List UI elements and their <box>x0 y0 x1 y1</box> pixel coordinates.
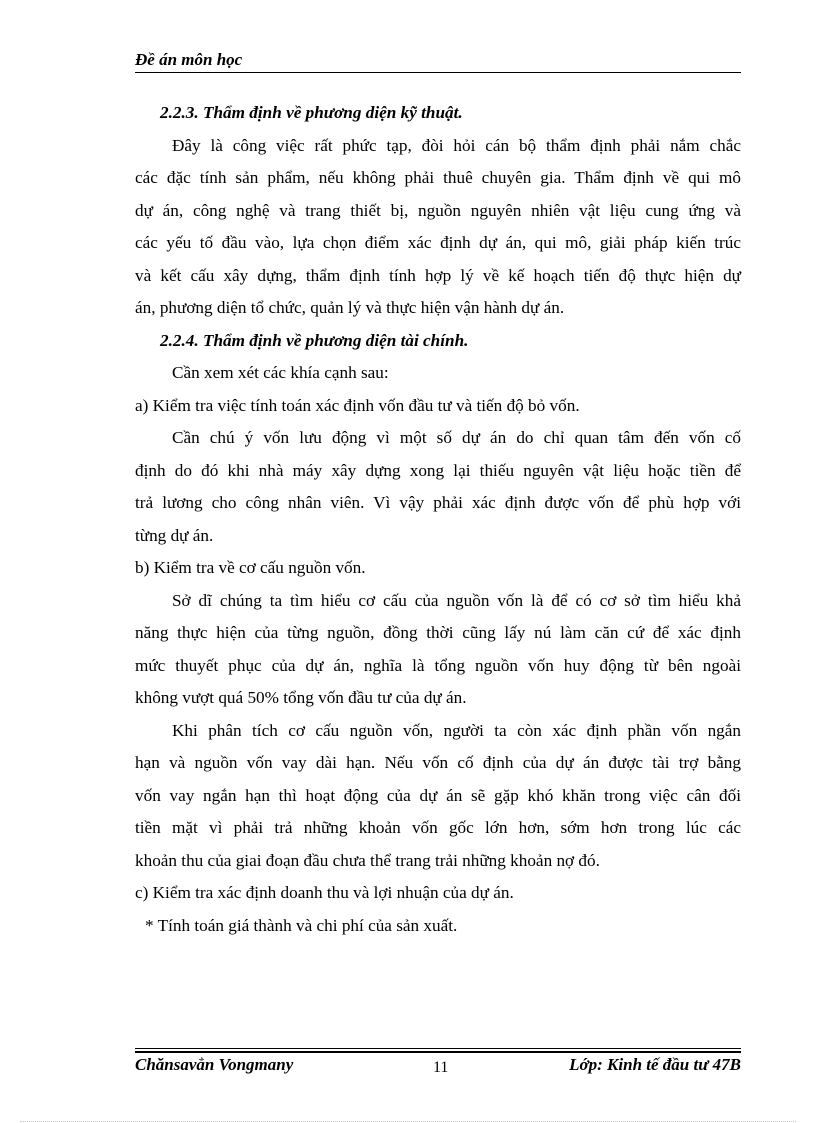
paragraph-line: dự án, công nghệ và trang thiết bị, nguồn nguyên nhiên vật liệu cung ứng và <box>135 200 741 220</box>
paragraph-line: trả lương cho công nhân viên. Vì vậy phải xác định được vốn để phù hợp với <box>135 493 741 512</box>
paragraph-line: và kết cấu xây dựng, thẩm định tính hợp lý về kế hoạch tiến độ thực hiện dự <box>135 265 741 285</box>
footer-class: Lớp: Kinh tế đầu tư 47B <box>569 1055 741 1074</box>
section-heading-224: 2.2.4. Thẩm định về phương diện tài chính. <box>160 330 469 350</box>
paragraph-line: định do đó khi nhà máy xây dựng xong lại thiếu nguyên vật liệu hoặc tiền để <box>135 460 741 480</box>
page-number: 11 <box>433 1059 449 1076</box>
list-item-b: b) Kiểm tra về cơ cấu nguồn vốn. <box>135 558 366 577</box>
paragraph-line: khoản thu của giai đoạn đầu chưa thể trang trải những khoản nợ đó. <box>135 850 600 870</box>
paragraph-line: các yếu tố đầu vào, lựa chọn điểm xác định dự án, qui mô, giải pháp kiến trúc <box>135 233 741 252</box>
page-body <box>135 97 741 942</box>
paragraph-line: không vượt quá 50% tổng vốn đầu tư của dự án. <box>135 688 467 707</box>
paragraph-line: vốn vay ngắn hạn thì hoạt động của dự án sẽ gặp khó khăn trong việc cân đối <box>135 785 741 805</box>
list-item-a: a) Kiểm tra việc tính toán xác định vốn đầu tư và tiến độ bỏ vốn. <box>135 395 580 415</box>
paragraph-line: năng thực hiện của từng nguồn, đồng thời cũng lấy nú làm căn cứ để xác định <box>135 623 741 642</box>
paragraph-line: Cần chú ý vốn lưu động vì một số dự án do chỉ quan tâm đến vốn cố <box>172 428 741 447</box>
paragraph-line: Đây là công việc rất phức tạp, đòi hỏi cán bộ thẩm định phải nắm chắc <box>172 135 741 155</box>
header-title: Đề án môn học <box>135 50 243 69</box>
list-item-c: c) Kiểm tra xác định doanh thu và lợi nhuận của dự án. <box>135 883 514 902</box>
paragraph-line: tiền mặt vì phải trả những khoản vốn gốc lớn hơn, sớm hơn trong lúc các <box>135 818 741 837</box>
page-bottom-edge <box>20 1121 796 1122</box>
paragraph-line: mức thuyết phục của dự án, nghĩa là tổng nguồn vốn huy động từ bên ngoài <box>135 655 741 675</box>
footer-divider-thick <box>135 1051 741 1053</box>
paragraph-line: từng dự án. <box>135 525 214 545</box>
page-header <box>135 47 741 73</box>
page-footer <box>135 1054 741 1080</box>
bullet-item: * Tính toán giá thành và chi phí của sản xuất. <box>145 915 458 935</box>
paragraph-line: án, phương diện tổ chức, quản lý và thực hiện vận hành dự án. <box>135 298 565 317</box>
header-divider <box>135 72 741 73</box>
paragraph-line: hạn và nguồn vốn vay dài hạn. Nếu vốn cố định của dự án được tài trợ bằng <box>135 753 741 772</box>
paragraph-line: Sở dĩ chúng ta tìm hiểu cơ cấu của nguồn vốn là để có cơ sở tìm hiểu khả <box>172 590 741 610</box>
footer-author: Chănsavẳn Vongmany <box>135 1055 294 1074</box>
section-heading-223: 2.2.3. Thẩm định về phương diện kỹ thuật. <box>160 103 463 122</box>
paragraph-line: Khi phân tích cơ cấu nguồn vốn, người ta còn xác định phần vốn ngắn <box>172 720 741 740</box>
intro-line: Cần xem xét các khía cạnh sau: <box>172 363 389 382</box>
paragraph-line: các đặc tính sản phẩm, nếu không phải thuê chuyên gia. Thẩm định về qui mô <box>135 168 741 187</box>
footer-divider-thin <box>135 1048 741 1049</box>
